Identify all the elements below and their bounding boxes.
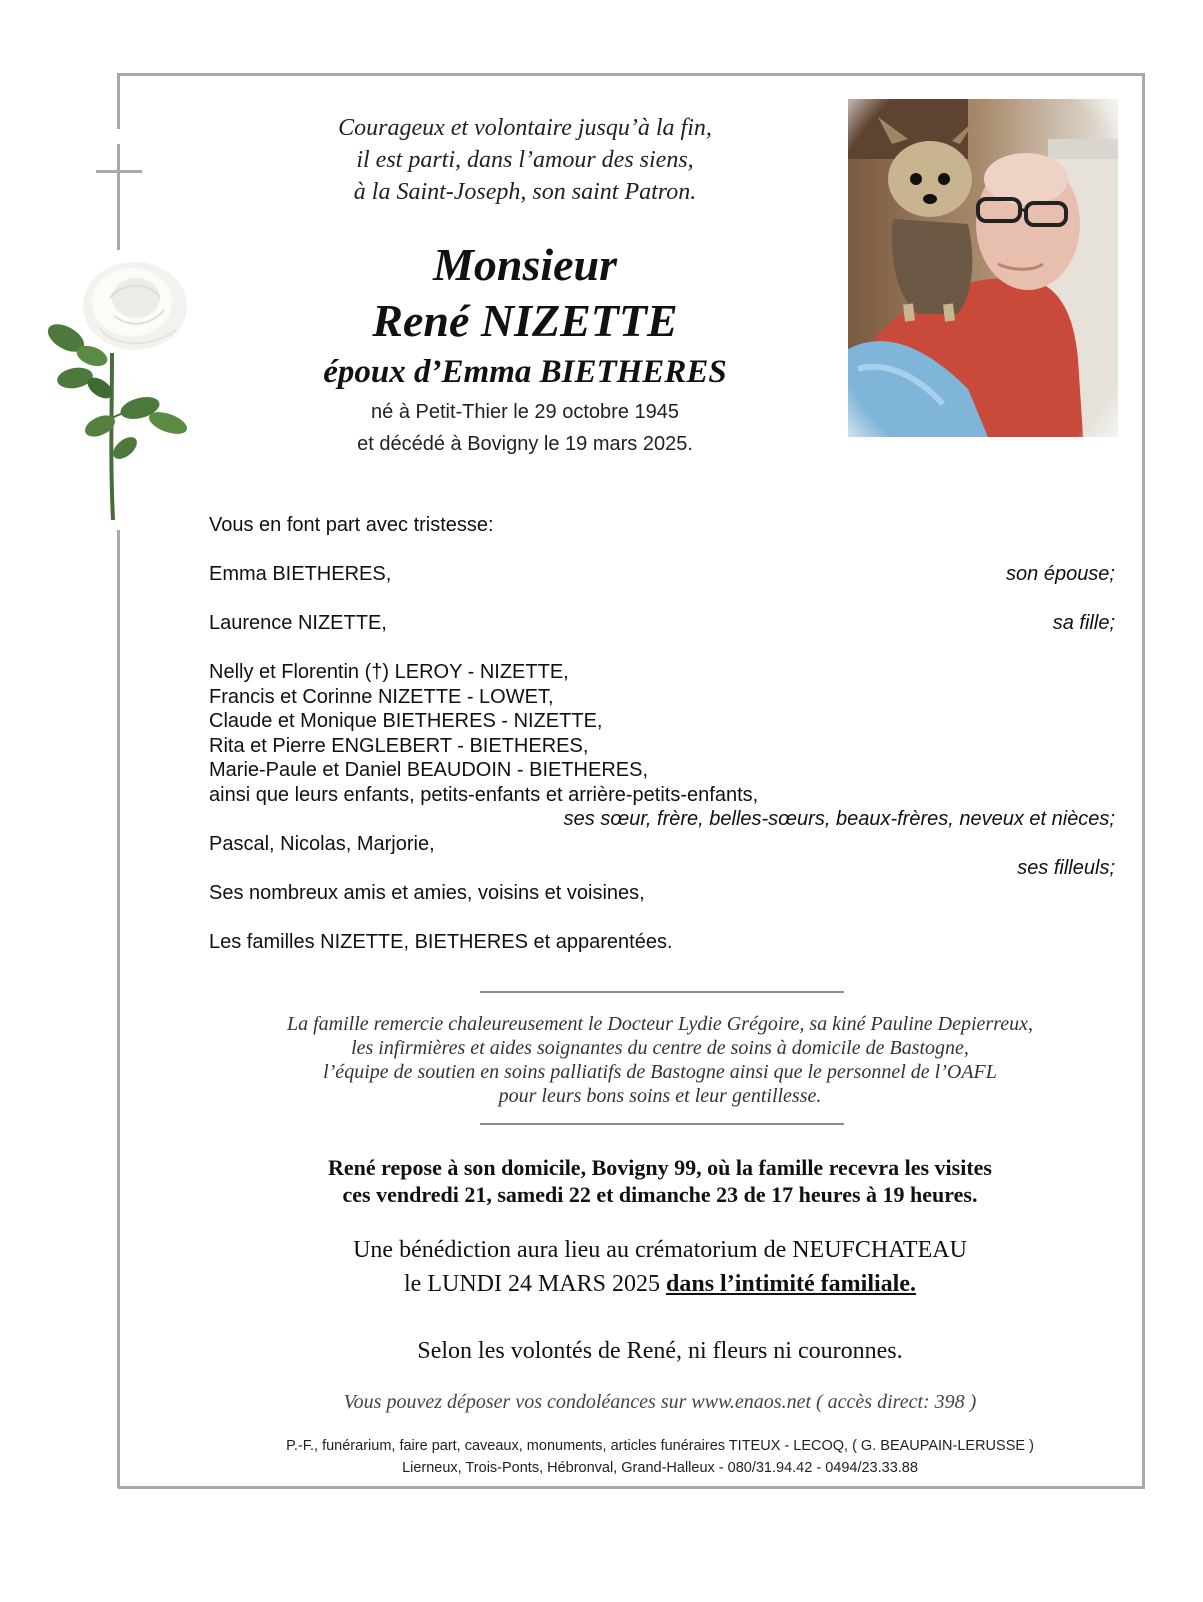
list-item (209, 611, 1115, 636)
visits-info (160, 1154, 1160, 1208)
blessing-line: Une bénédiction aura lieu au crématorium de NEUFCHATEAU (353, 1237, 967, 1263)
family-announcement (209, 513, 1115, 954)
death-line: et décédé à Bovigny le 19 mars 2025. (357, 433, 693, 455)
list-item: Les familles NIZETTE, BIETHERES et apparentées. (209, 930, 673, 953)
family-member-role: ses filleuls; (1017, 857, 1115, 879)
portrait-with-dog-photo (848, 99, 1118, 437)
spouse-line: époux d’Emma BIETHERES (323, 354, 727, 390)
deceased-name: René NIZETTE (372, 295, 678, 346)
cross-horizontal (96, 170, 142, 173)
divider-top (480, 991, 844, 993)
footer-line: Lierneux, Trois-Ponts, Hébronval, Grand-Halleux - 080/31.94.42 - 0494/23.33.88 (402, 1460, 918, 1476)
family-member-name: Laurence NIZETTE, (209, 612, 387, 634)
condolences-link-text: Vous pouvez déposer vos condoléances sur www.enaos.net ( accès direct: 398 ) (343, 1391, 977, 1413)
blessing-info (160, 1233, 1160, 1301)
thanks-line: pour leurs bons soins et leur gentillesse. (498, 1085, 822, 1107)
frame-left-border-bottom (117, 530, 120, 1488)
honorific: Monsieur (432, 239, 618, 290)
blessing-emphasis: dans l’intimité familiale. (666, 1271, 916, 1297)
no-flowers-note: Selon les volontés de René, ni fleurs ni couronnes. (417, 1338, 903, 1364)
visits-line: ces vendredi 21, samedi 22 et dimanche 23 de 17 heures à 19 heures. (342, 1182, 978, 1207)
thanks-line: les infirmières et aides soignantes du centre de soins à domicile de Bastogne, (351, 1037, 969, 1059)
blessing-line (160, 1267, 1160, 1301)
thanks-line: La famille remercie chaleureusement le Docteur Lydie Grégoire, sa kiné Pauline Depierreux, (286, 1013, 1034, 1035)
family-member-role: son épouse; (1006, 563, 1115, 585)
birth-death-dates (220, 396, 830, 460)
list-item: Ses nombreux amis et amies, voisins et voisines, (209, 881, 645, 904)
divider-bottom (480, 1123, 844, 1125)
funeral-home-footer (160, 1435, 1160, 1479)
quote-line: il est parti, dans l’amour des siens, (356, 147, 694, 173)
list-item: Rita et Pierre ENGLEBERT - BIETHERES, (209, 734, 589, 757)
blessing-date: le LUNDI 24 MARS 2025 (404, 1271, 666, 1297)
thanks-line: l’équipe de soutien en soins palliatifs de Bastogne ainsi que le personnel de l’OAFL (323, 1061, 997, 1083)
family-member-role: sa fille; (1052, 612, 1115, 634)
list-item: Francis et Corinne NIZETTE - LOWET, (209, 685, 554, 708)
quote-line: à la Saint-Joseph, son saint Patron. (353, 179, 697, 205)
list-item: Marie-Paule et Daniel BEAUDOIN - BIETHERES, (209, 759, 649, 781)
thanks-paragraph (160, 1012, 1160, 1108)
cross-vertical (117, 144, 120, 250)
family-member-name: Emma BIETHERES, (209, 563, 392, 585)
list-item: ainsi que leurs enfants, petits-enfants et arrière-petits-enfants, (209, 783, 759, 806)
visits-line: René repose à son domicile, Bovigny 99, où la famille recevra les visites (328, 1155, 992, 1180)
frame-bottom-border (118, 1486, 1145, 1489)
frame-left-border-top (117, 73, 120, 129)
list-item (209, 562, 1115, 587)
list-item: Nelly et Florentin (†) LEROY - NIZETTE, (209, 661, 569, 683)
quote-line: Courageux et volontaire jusqu’à la fin, (338, 115, 712, 141)
frame-top-border (118, 73, 1144, 76)
announcement-intro: Vous en font part avec tristesse: (209, 514, 494, 536)
birth-line: né à Petit-Thier le 29 octobre 1945 (371, 401, 679, 423)
family-member-role: ses sœur, frère, belles-sœurs, beaux-frères, neveux et nièces; (563, 808, 1115, 830)
epitaph-quote (250, 112, 800, 208)
list-item: Pascal, Nicolas, Marjorie, (209, 832, 435, 855)
list-item: Claude et Monique BIETHERES - NIZETTE, (209, 710, 603, 732)
white-rose-image (40, 258, 200, 520)
footer-line: P.-F., funérarium, faire part, caveaux, monuments, articles funéraires TITEUX - LECOQ, ( G. BEAUPAIN-LERUSSE ) (286, 1438, 1034, 1454)
